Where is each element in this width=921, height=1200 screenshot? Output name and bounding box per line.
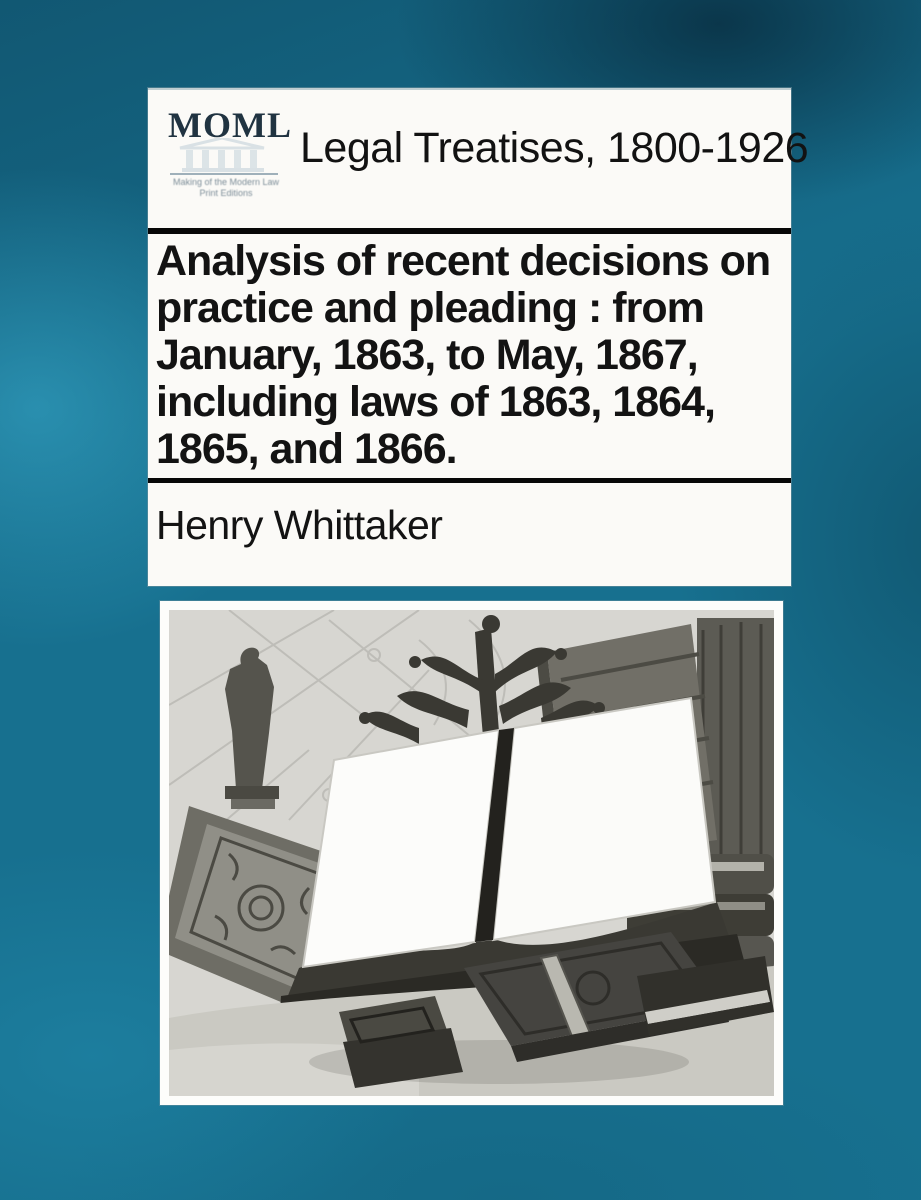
bottom-divider-rule: [148, 478, 791, 483]
moml-logo: [168, 106, 318, 199]
logo-divider: [170, 173, 278, 175]
engraving-books-scene: [169, 610, 774, 1096]
top-divider-rule: [148, 228, 791, 234]
logo-tagline-1: Making of the Modern Law: [172, 177, 280, 187]
cover-illustration: [160, 601, 783, 1105]
moml-logo-text: MOML: [168, 105, 292, 145]
logo-tagline-2: Print Editions: [199, 188, 253, 198]
courthouse-columns-icon: [174, 138, 270, 172]
title-card: [148, 88, 809, 586]
book-title: Analysis of recent decisions on practice and pleading : from January, 1863, to May, 1867, including laws of 1863, 1864, 1865, and 1866.: [156, 237, 771, 473]
author-name: Henry Whittaker: [156, 502, 443, 548]
series-title: Legal Treatises, 1800-1926: [300, 124, 809, 172]
